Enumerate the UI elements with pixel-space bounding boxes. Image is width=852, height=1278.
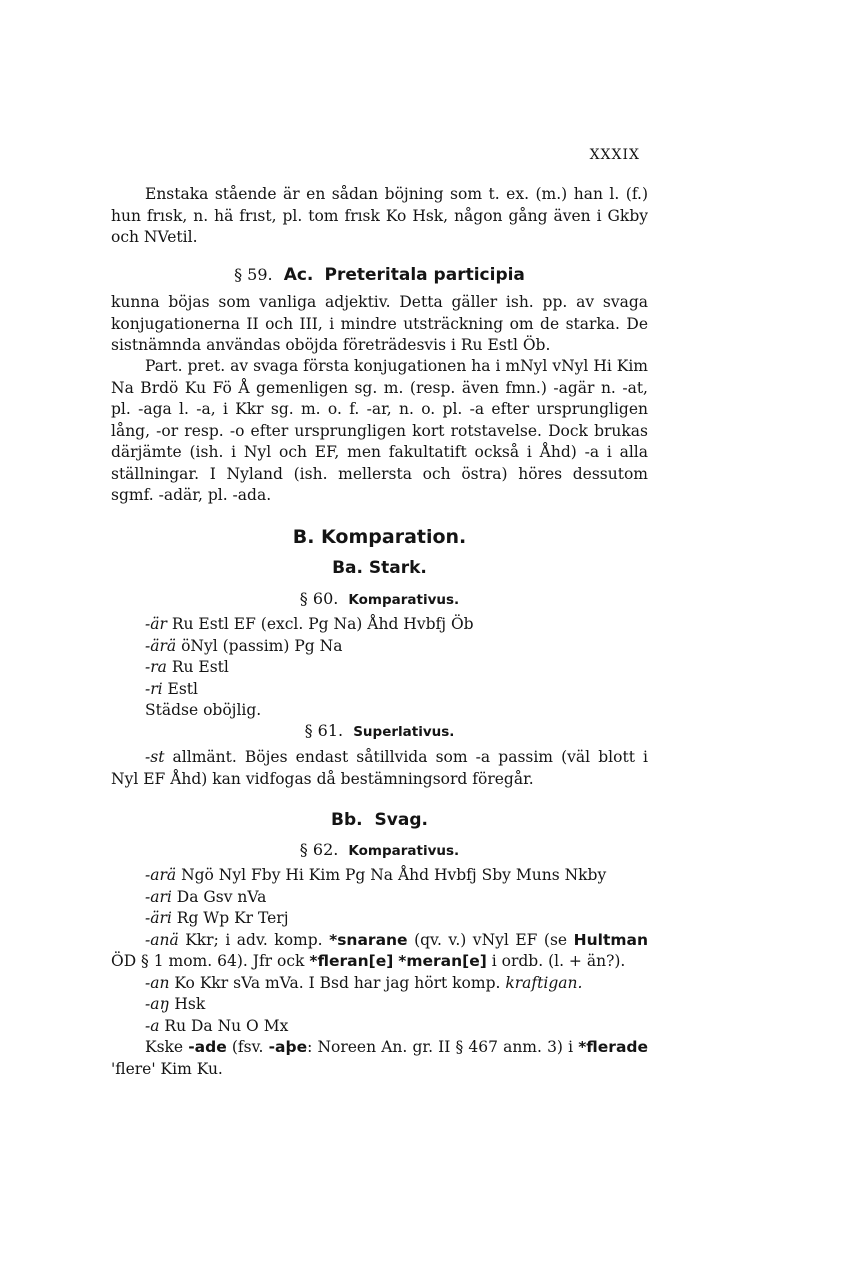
suffix: -anä <box>145 930 179 949</box>
section-sign: § 62. <box>299 840 339 859</box>
section-sign: § 60. <box>299 589 339 608</box>
note: Städse oböjlig. <box>145 701 262 719</box>
suffix: -ärä <box>145 636 177 655</box>
section-title: Komparativus. <box>348 592 460 608</box>
item-text: ÖD § 1 mom. 64). Jfr ock <box>111 952 310 970</box>
section-62-body <box>111 865 648 1080</box>
page-number: XXXIX <box>589 147 640 163</box>
intro-text: Enstaka stående är en sådan böjning som t. ex. (m.) han l. (f.) hun frısk, n. hä frıst, pl. tom frısk Ko Hsk, någon gång även i Gkby och NVetil. <box>111 185 648 246</box>
suffix: -a <box>145 1016 160 1035</box>
paragraph-text: kunna böjas som vanliga adjektiv. Detta gäller ish. pp. av svaga konjugationerna II och III, i mindre utsträckning om de starka. De sistnämnda användas oböjda företrädesvis i Ru Estl Öb. <box>111 293 648 354</box>
section-62-heading <box>111 839 648 862</box>
list-item <box>111 908 648 930</box>
list-item <box>111 1037 648 1080</box>
section-59-para-1 <box>111 292 648 357</box>
section-61-heading <box>111 720 648 743</box>
item-text: Hsk <box>169 995 206 1013</box>
paragraph-text: Part. pret. av svaga första konjugationen ha i mNyl vNyl Hi Kim Na Brdö Ku Fö Å gemenligen sg. m. (resp. även fmn.) -agär n. -at, pl. -aga l. -a, i Kkr sg. m. o. f. -ar, n. o. pl. -a efter ursprungligen lång, -or resp. -o efter ursprungligen kort rotstavelse. Dock brukas därjämte (ish. i Nyl och EF, men fakultatift också i Åhd) -a i alla ställningar. I Nyland (ish. mellersta och östra) höres dessutom sgmf. -adär, pl. -ada. <box>111 357 648 504</box>
list-item <box>145 679 648 701</box>
suffix: -arä <box>145 866 177 884</box>
item-text: Ru Da Nu O Mx <box>159 1016 289 1035</box>
suffix: -äri <box>145 909 172 927</box>
headword: *flerade <box>578 1038 649 1056</box>
section-sign: § 61. <box>304 721 344 740</box>
section-sign: § 59. <box>234 265 273 284</box>
section-title: Komparativus. <box>348 843 460 859</box>
list-item <box>145 657 648 679</box>
section-title: Ba. Stark. <box>332 558 427 578</box>
paragraph-text: allmänt. Böjes endast såtillvida som -a passim (väl blott i Nyl EF Åhd) kan vidfogas då bestämningsord föregår. <box>111 748 648 788</box>
section-code: Ac. <box>283 265 314 285</box>
item-text: Kske <box>145 1038 189 1056</box>
item-text: : Noreen An. gr. II § 467 anm. 3) i <box>307 1038 579 1056</box>
section-code: Bb. <box>331 810 363 830</box>
intro-paragraph <box>111 184 648 249</box>
section-59-para-2 <box>111 356 648 507</box>
section-title: Svag. <box>374 810 428 830</box>
section-59-heading <box>111 264 648 286</box>
example-word: kraftigan. <box>505 973 583 992</box>
section-60-list <box>111 614 648 722</box>
suffix: -aŋ <box>145 995 170 1013</box>
suffix: -st <box>145 748 165 766</box>
headword: *meran[e] <box>398 952 487 970</box>
item-text: Kkr; i adv. komp. <box>178 930 330 949</box>
list-item <box>111 865 648 887</box>
list-item <box>111 973 648 995</box>
item-text: Da Gsv nVa <box>171 887 267 906</box>
item-text: 'flere' Kim Ku. <box>111 1059 223 1078</box>
section-title: B. Komparation. <box>292 526 467 548</box>
author-name: Hultman <box>573 930 648 949</box>
suffix: -ari <box>145 887 172 906</box>
item-text: öNyl (passim) Pg Na <box>176 636 343 655</box>
section-61-para <box>111 747 648 790</box>
section-ba-heading <box>111 558 648 578</box>
suffix: -an <box>145 973 170 992</box>
item-text: Ko Kkr sVa mVa. I Bsd har jag hört komp. <box>169 973 506 992</box>
suffix: -är <box>145 615 167 633</box>
section-bb-heading <box>111 810 648 830</box>
item-text: Rg Wp Kr Terj <box>171 909 289 927</box>
section-title: Superlativus. <box>353 724 455 740</box>
headword: -aþe <box>268 1038 308 1056</box>
item-text: Ngö Nyl Fby Hi Kim Pg Na Åhd Hvbfj Sby Muns Nkby <box>176 866 607 884</box>
item-text: (qv. v.) vNyl EF (se <box>407 930 574 949</box>
headword: *snarane <box>329 930 408 949</box>
list-item <box>145 636 648 658</box>
list-item <box>111 930 648 973</box>
suffix: -ri <box>145 679 163 698</box>
item-text: Ru Estl <box>166 658 229 676</box>
section-60-heading <box>111 588 648 611</box>
item-text: Ru Estl EF (excl. Pg Na) Åhd Hvbfj Öb <box>166 615 474 633</box>
item-text: Estl <box>162 679 198 698</box>
headword: *fleran[e] <box>309 952 394 970</box>
list-item <box>111 887 648 909</box>
suffix: -ra <box>145 658 167 676</box>
list-item <box>145 614 648 636</box>
list-item <box>111 994 648 1016</box>
list-item <box>111 1016 648 1038</box>
section-title: Preteritala participia <box>324 265 525 285</box>
headword: -ade <box>188 1038 227 1056</box>
section-b-heading <box>111 526 648 548</box>
item-text: (fsv. <box>226 1038 269 1056</box>
item-text: i ordb. (l. + än?). <box>486 952 626 970</box>
